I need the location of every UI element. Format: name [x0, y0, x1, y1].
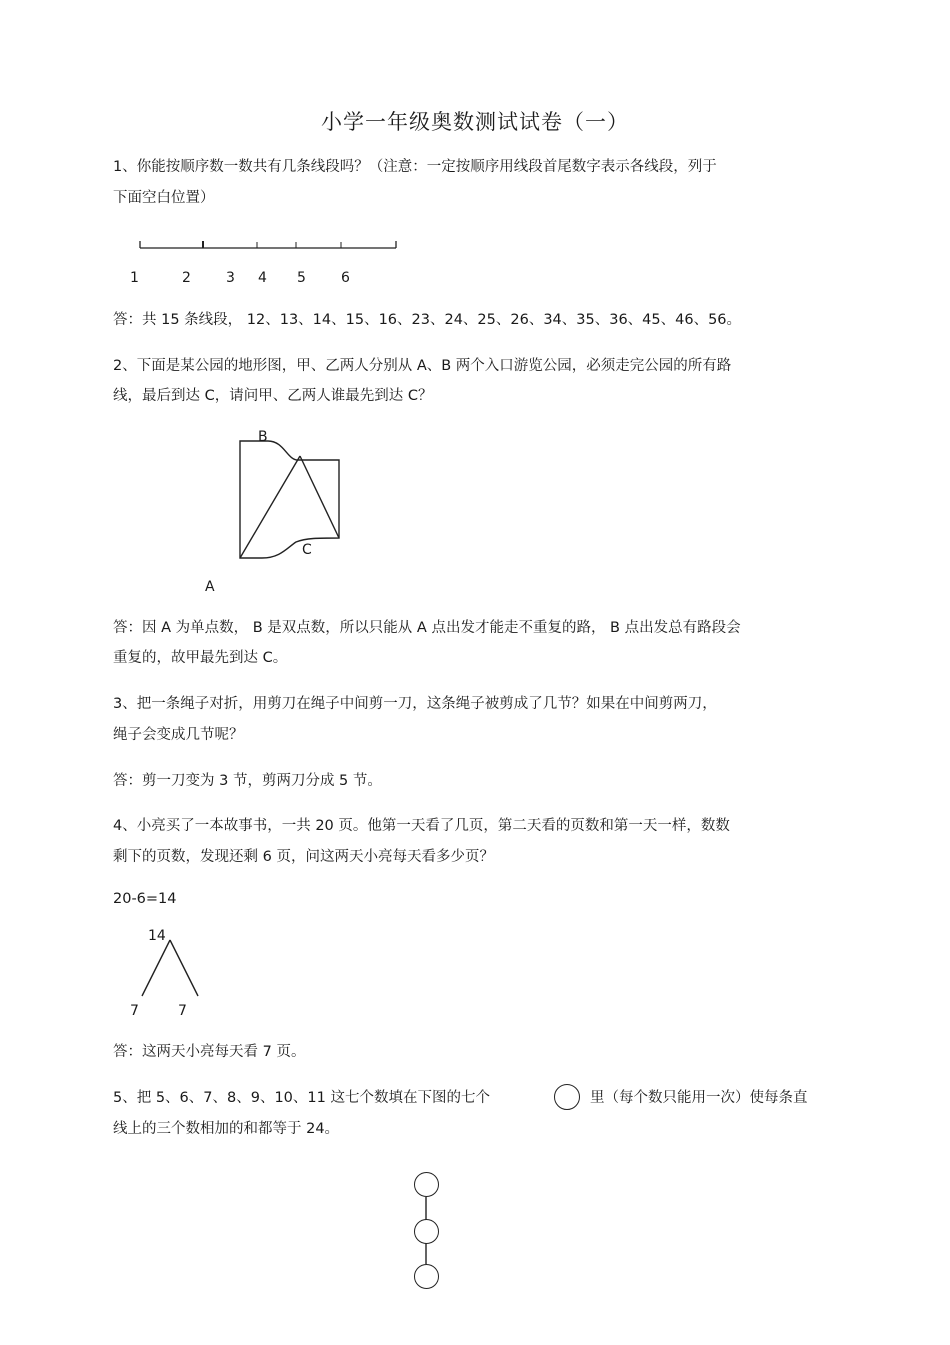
- q1-point-label: 4: [258, 270, 267, 286]
- q1-answer: 答：共 15 条线段， 12、13、14、15、16、23、24、25、26、34、35、36、45、46、56。: [113, 312, 742, 328]
- q5-text-line1-b: 里（每个数只能用一次）使每条直: [590, 1090, 808, 1106]
- q1-text-line2: 下面空白位置）: [113, 190, 215, 206]
- q2-label-a: A: [205, 579, 215, 595]
- q1-point-label: 1: [130, 270, 139, 286]
- q2-label-c: C: [302, 542, 312, 558]
- q2-text-line2: 线，最后到达 C，请问甲、乙两人谁最先到达 C？: [113, 388, 433, 404]
- q4-tree-top: 14: [148, 928, 166, 944]
- q5-blank-circle[interactable]: [414, 1172, 439, 1197]
- page-title: 小学一年级奥数测试试卷（一）: [321, 110, 629, 134]
- q5-text-line1-a: 5、把 5、6、7、8、9、10、11 这七个数填在下图的七个: [113, 1090, 490, 1106]
- q1-point-label: 2: [182, 270, 191, 286]
- q5-blank-circle[interactable]: [414, 1264, 439, 1289]
- q2-text-line1: 2、下面是某公园的地形图，甲、乙两人分别从 A、B 两个入口游览公园，必须走完公园的所有路: [113, 358, 732, 374]
- q3-text-line2: 绳子会变成几节呢？: [113, 727, 244, 743]
- q2-answer-line2: 重复的，故甲最先到达 C。: [113, 650, 288, 666]
- q1-point-label: 5: [297, 270, 306, 286]
- q2-answer-line1: 答：因 A 为单点数， B 是双点数，所以只能从 A 点出发才能走不重复的路， B 点出发总有路段会: [113, 620, 741, 636]
- q4-text-line2: 剩下的页数，发现还剩 6 页，问这两天小亮每天看多少页？: [113, 849, 494, 865]
- q2-label-b: B: [258, 429, 268, 445]
- q1-point-label: 6: [341, 270, 350, 286]
- q4-tree-left: 7: [130, 1003, 139, 1019]
- q4-text-line1: 4、小亮买了一本故事书，一共 20 页。他第一天看了几页，第二天看的页数和第一天一样，数数: [113, 818, 730, 834]
- q5-text-line2: 线上的三个数相加的和都等于 24。: [113, 1121, 340, 1137]
- q4-answer: 答：这两天小亮每天看 7 页。: [113, 1044, 306, 1060]
- q1-point-label: 3: [226, 270, 235, 286]
- q4-tree-right: 7: [178, 1003, 187, 1019]
- q1-text-line1: 1、你能按顺序数一数共有几条线段吗？（注意：一定按顺序用线段首尾数字表示各线段，列于: [113, 159, 717, 175]
- q3-answer: 答：剪一刀变为 3 节，剪两刀分成 5 节。: [113, 773, 382, 789]
- q5-blank-circle[interactable]: [414, 1219, 439, 1244]
- q3-text-line1: 3、把一条绳子对折，用剪刀在绳子中间剪一刀，这条绳子被剪成了几节？如果在中间剪两刀，: [113, 696, 717, 712]
- q4-equation: 20-6=14: [113, 891, 177, 907]
